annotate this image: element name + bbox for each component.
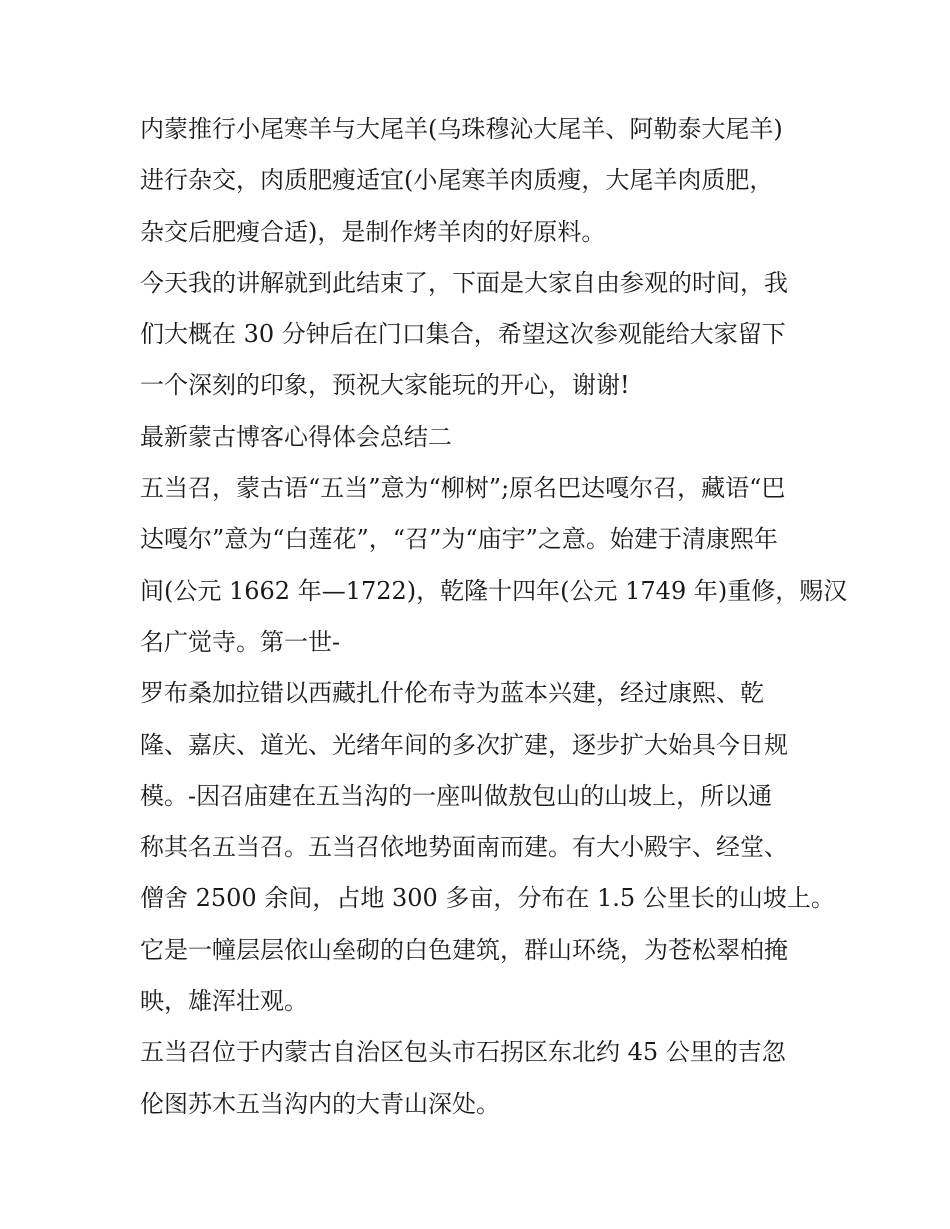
text-line: 们大概在 30 分钟后在门口集合，希望这次参观能给大家留下: [140, 320, 786, 349]
text-line: 间(公元 1662 年—1722)，乾隆十四年(公元 1749 年)重修，赐汉: [140, 576, 848, 605]
text-line: 今天我的讲解就到此结束了，下面是大家自由参观的时间，我: [140, 268, 788, 297]
text-line: 罗布桑加拉错以西藏扎什伦布寺为蓝本兴建，经过康熙、乾: [140, 679, 764, 708]
text-line: 内蒙推行小尾寒羊与大尾羊(乌珠穆沁大尾羊、阿勒泰大尾羊): [140, 115, 783, 143]
text-line: 名广觉寺。第一世-: [140, 627, 341, 656]
text-line: 映，雄浑壮观。: [140, 987, 308, 1016]
text-line: 进行杂交，肉质肥瘦适宜(小尾寒羊肉质瘦，大尾羊肉质肥，: [140, 166, 774, 195]
text-line: 称其名五当召。五当召依地势面南而建。有大小殿宇、经堂、: [140, 833, 788, 862]
text-line: 达嘎尔”意为“白莲花”，“召”为“庙宇”之意。始建于清康熙年: [140, 525, 778, 554]
text-line: 模。-因召庙建在五当沟的一座叫做敖包山的山坡上，所以通: [140, 781, 773, 810]
text-line: 五当召位于内蒙古自治区包头市石拐区东北约 45 公里的吉忽: [140, 1038, 786, 1067]
section-heading: 最新蒙古博客心得体会总结二: [140, 422, 452, 451]
document-body: [140, 104, 848, 1130]
text-line: 伦图苏木五当沟内的大青山深处。: [140, 1089, 500, 1118]
text-line: 五当召，蒙古语“五当”意为“柳树”;原名巴达嘎尔召，藏语“巴: [140, 474, 786, 503]
text-line: 僧舍 2500 余间，占地 300 多亩，分布在 1.5 公里长的山坡上。: [140, 884, 835, 913]
text-line: 一个深刻的印象，预祝大家能玩的开心，谢谢!: [140, 371, 630, 400]
text-line: 隆、嘉庆、道光、光绪年间的多次扩建，逐步扩大始具今日规: [140, 730, 788, 759]
text-line: 杂交后肥瘦合适)，是制作烤羊肉的好原料。: [140, 217, 606, 246]
text-line: 它是一幢层层依山垒砌的白色建筑，群山环绕，为苍松翠柏掩: [140, 935, 788, 964]
